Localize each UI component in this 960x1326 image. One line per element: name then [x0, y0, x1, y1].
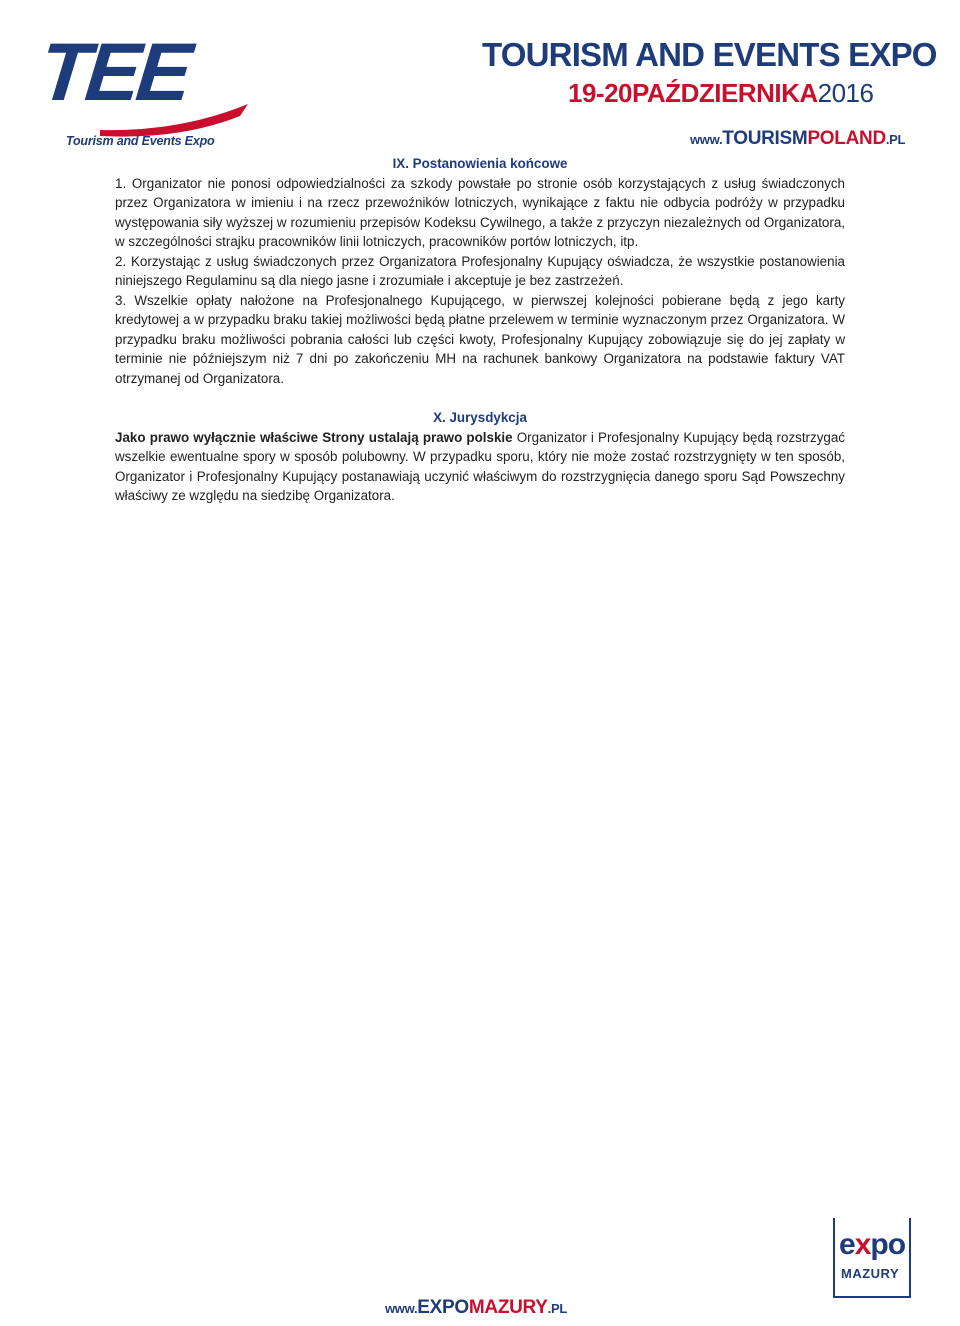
section-ix-paragraph-1: 1. Organizator nie ponosi odpowiedzialności za szkody powstałe po stronie osób korzystających z usług świadczonych przez Organizatora w imieniu i na rzecz przewoźników lotniczych, wynikające z faktu nie odbycia podróży w przypadku występowania siły wyższej w rozumieniu przepisów Kodeksu Cywilnego, a także z przyczyn niezależnych od Organizatora, w szczególności strajku pracowników linii lotniczych, pracowników portów lotniczych, itp. — [115, 175, 845, 249]
event-title: TOURISM AND EVENTS EXPO — [482, 36, 937, 73]
section-spacer — [115, 388, 845, 408]
event-dates-text: 19-20PAŹDZIERNIKA — [568, 78, 818, 108]
expo-logo-mazury: MAZURY — [841, 1266, 900, 1281]
event-dates — [568, 78, 873, 109]
expo-logo-po: po — [870, 1228, 906, 1261]
tee-logo-subtitle: Tourism and Events Expo — [66, 134, 215, 148]
document-body — [115, 154, 845, 506]
header-url-main: TOURISM — [722, 128, 808, 149]
footer-url-main: EXPO — [417, 1297, 469, 1318]
tee-logo-word: TEE — [35, 27, 193, 118]
header-url-prefix: www. — [690, 132, 723, 147]
section-ix-paragraph-2: 2. Korzystając z usług świadczonych przez Organizatora Profesjonalny Kupujący oświadcza, że wszystkie postanowienia niniejszego Regulaminu są dla niego jasne i zrozumiałe i akceptuje je bez zastrzeżeń. — [115, 253, 845, 288]
expo-mazury-logo — [833, 1218, 913, 1298]
header-url-accent: POLAND — [807, 128, 886, 149]
logo-frame-left — [833, 1218, 835, 1298]
section-x-title: X. Jurysdykcja — [433, 410, 527, 425]
event-year: 2016 — [817, 78, 874, 108]
tee-logo — [35, 27, 255, 152]
section-ix-paragraph-3: 3. Wszelkie opłaty nałożone na Profesjonalnego Kupującego, w pierwszej kolejności pobierane będą z jego karty kredytowej a w przypadku braku takiej możliwości będą płatne przelewem w terminie wyznaczonym przez Organizatora. W przypadku braku możliwości pobrania całości lub części kwoty, Profesjonalny Kupujący zobowiązuje się do jej zapłaty w terminie nie późniejszym niż 7 dni po zakończeniu MH na rachunek bankowy Organizatora na podstawie faktury VAT otrzymanej od Organizatora. — [115, 292, 845, 386]
logo-frame-bottom — [833, 1296, 911, 1298]
footer-url[interactable] — [385, 1297, 567, 1319]
section-x-paragraph — [115, 428, 845, 506]
header-url[interactable] — [690, 128, 905, 150]
footer-url-suffix: .PL — [547, 1301, 567, 1316]
header-url-suffix: .PL — [885, 132, 906, 147]
expo-logo-e: e — [839, 1228, 855, 1261]
footer-url-prefix: www. — [385, 1301, 418, 1316]
footer-url-accent: MAZURY — [468, 1297, 548, 1318]
logo-frame-right — [909, 1218, 911, 1298]
section-ix-title: IX. Postanowienia końcowe — [392, 156, 568, 171]
expo-logo-word — [839, 1228, 905, 1262]
expo-logo-x: x — [854, 1228, 871, 1261]
section-x-lead: Jako prawo wyłącznie właściwe Strony ustalają prawo polskie — [115, 429, 513, 445]
section-x-body: Organizator i Profesjonalny Kupujący będą rozstrzygać wszelkie ewentualne spory w sposób polubowny. W przypadku sporu, który nie może zostać rozstrzygnięty w ten sposób, Organizator i Profesjonalny Kupujący postanawiają uczynić właściwym do rozstrzygnięcia danego sporu Sąd Powszechny właściwy ze względu na siedzibę Organizatora. — [115, 429, 845, 503]
